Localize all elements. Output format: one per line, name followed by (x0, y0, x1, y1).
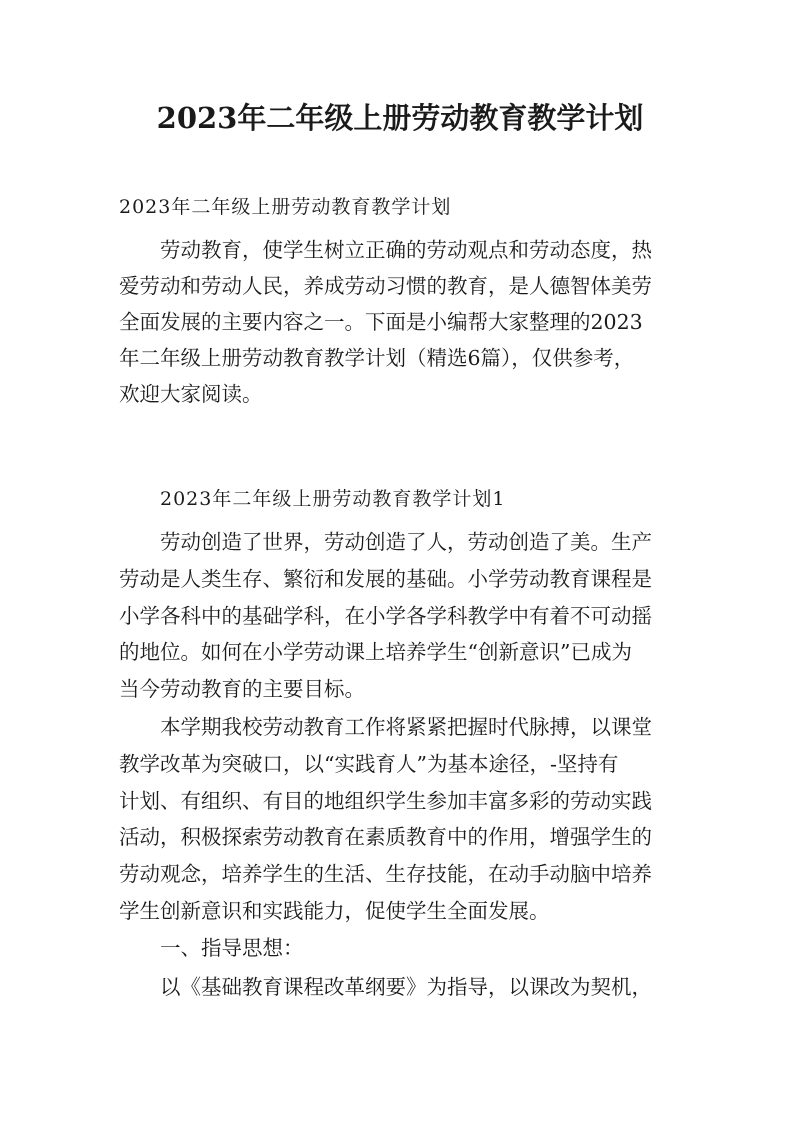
text-line: 本学期我校劳动教育工作将紧紧把握时代脉搏，以课堂 (119, 715, 652, 739)
document-subtitle: 2023年二年级上册劳动教育教学计划 (119, 196, 452, 218)
text-line: 活动，积极探索劳动教育在素质教育中的作用，增强学生的 (119, 825, 652, 850)
text-line: 劳动创造了世界，劳动创造了人，劳动创造了美。生产 (119, 530, 652, 554)
text-line: 欢迎大家阅读。 (119, 382, 263, 406)
paragraph-2 (119, 709, 699, 930)
guiding-ideology-heading: 一、指导思想： (160, 936, 304, 960)
text-line: 劳动教育，使学生树立正确的劳动观点和劳动态度，热 (119, 238, 652, 262)
text-line: 劳动是人类生存、繁衍和发展的基础。小学劳动教育课程是 (119, 566, 652, 591)
text-line: 年二年级上册劳动教育教学计划（精选6篇），仅供参考， (119, 346, 635, 370)
intro-paragraph (119, 232, 699, 412)
text-line: 学生创新意识和实践能力，促使学生全面发展。 (119, 898, 550, 923)
text-line: 劳动观念，培养学生的生活、生存技能，在动手动脑中培养 (119, 862, 652, 887)
text-line: 小学各科中的基础学科，在小学各学科教学中有着不可动摇 (119, 603, 652, 628)
paragraph-3: 以《基础教育课程改革纲要》为指导，以课改为契机， (160, 975, 652, 999)
text-line: 计划、有组织、有目的地组织学生参加丰富多彩的劳动实践 (119, 788, 652, 813)
document-title: 2023年二年级上册劳动教育教学计划 (156, 101, 644, 135)
section-heading: 2023年二年级上册劳动教育教学计划1 (160, 488, 506, 510)
text-line: 爱劳动和劳动人民，养成劳动习惯的教育，是人德智体美劳 (119, 274, 652, 298)
text-line: 的地位。如何在小学劳动课上培养学生“创新意识”已成为 (119, 640, 632, 665)
text-line: 全面发展的主要内容之一。下面是小编帮大家整理的2023 (119, 310, 643, 334)
text-line: 当今劳动教育的主要目标。 (119, 677, 365, 702)
paragraph-1 (119, 524, 699, 708)
text-line: 教学改革为突破口，以“实践育人”为基本途径，-坚持有 (119, 751, 619, 776)
